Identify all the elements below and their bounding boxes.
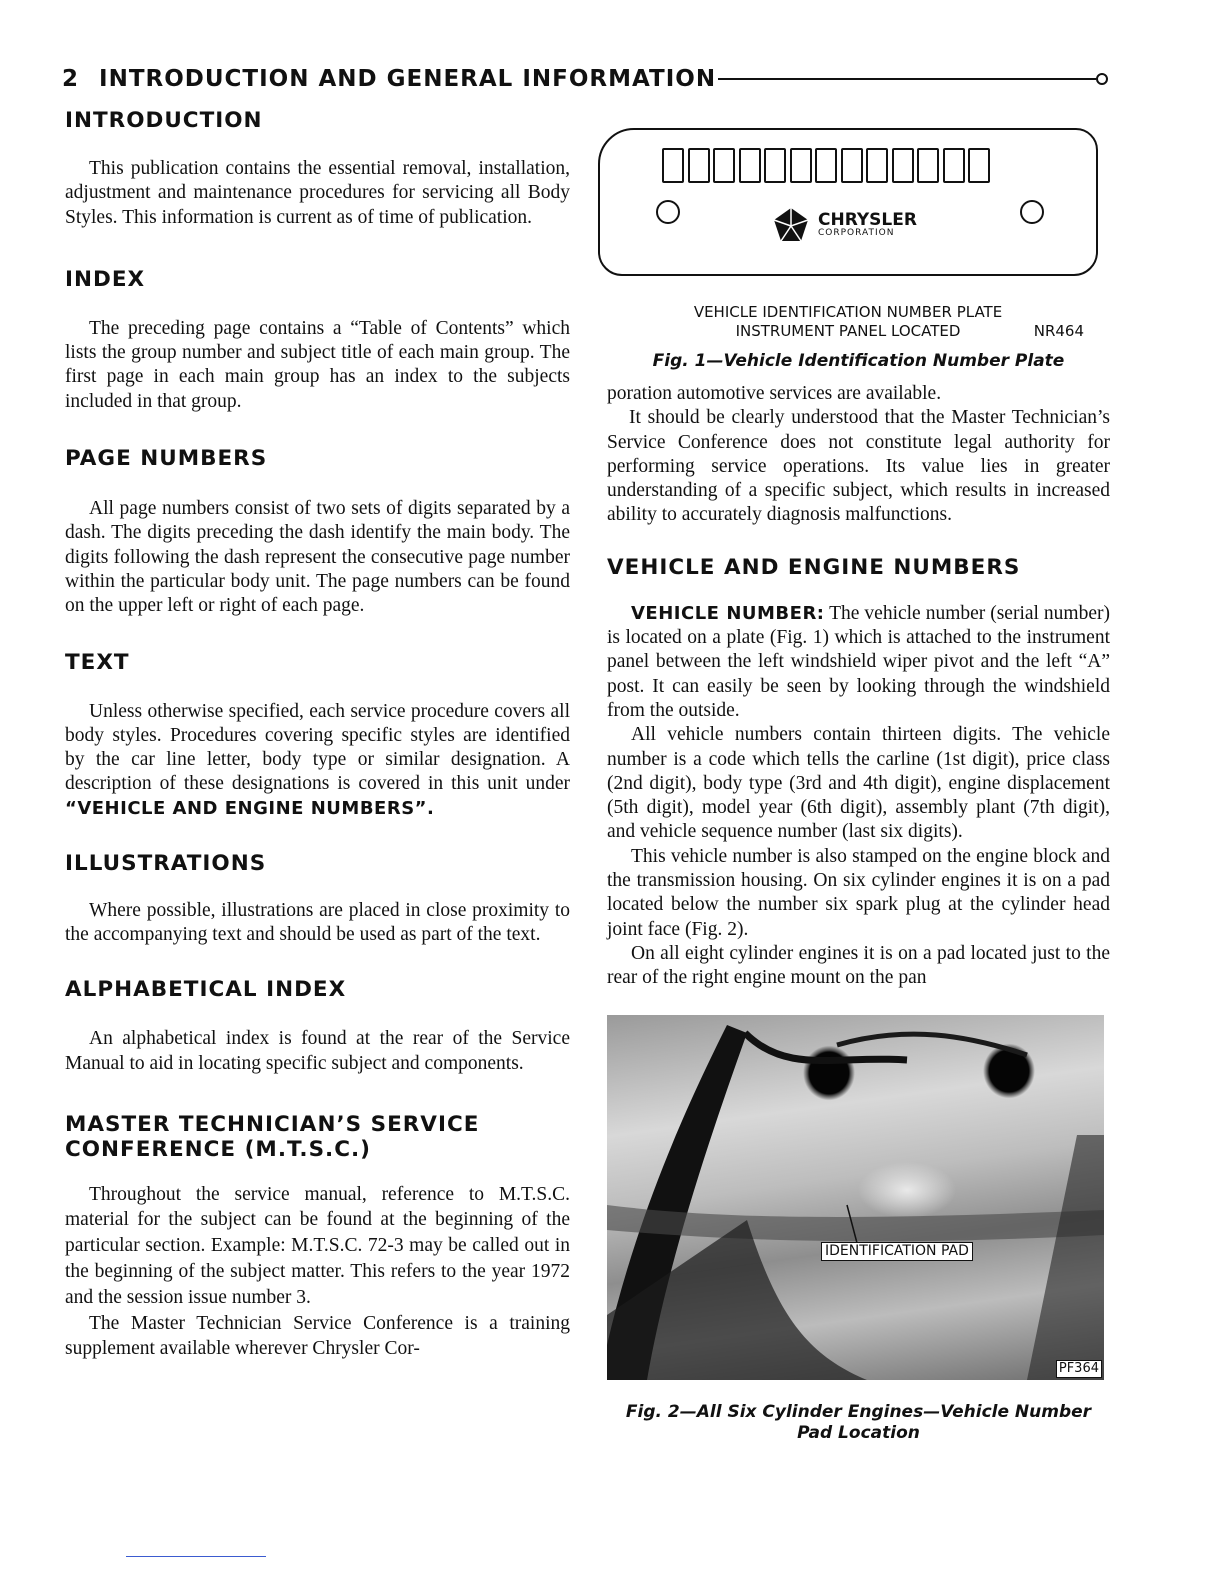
heading-introduction: INTRODUCTION bbox=[65, 108, 263, 133]
figure1-code: NR464 bbox=[1033, 322, 1084, 340]
mtsc-text-2: The Master Technician Service Conference is a training supplement available wherever Chrysler Cor- bbox=[65, 1312, 570, 1360]
figure2-title-line1: Fig. 2—All Six Cylinder Engines—Vehicle Number bbox=[625, 1401, 1092, 1422]
plate-caption-line2: INSTRUMENT PANEL LOCATED bbox=[735, 322, 961, 340]
section-introduction bbox=[65, 108, 570, 230]
section-alphabetical-index bbox=[65, 977, 570, 1077]
heading-index: INDEX bbox=[65, 266, 146, 292]
logo-brand: CHRYSLER bbox=[818, 210, 917, 230]
mounting-hole-right bbox=[1020, 200, 1044, 224]
header-ring-ornament bbox=[1096, 73, 1108, 85]
heading-mtsc-line2: CONFERENCE (M.T.S.C.) bbox=[65, 1136, 371, 1162]
mtsc-text-1: Throughout the service manual, reference to M.T.S.C. material for the subject can be found at the beginning of the particular section. Example: M.T.S.C. 72-3 may be called out in the beginning of the subject matter. This refers to the year 1972 and the session issue number 3. bbox=[65, 1183, 570, 1308]
vehicle-number-text: The vehicle number (serial number) is located on a plate (Fig. 1) which is attached to the instrument panel between the left windshield wiper pivot and the left “A” post. It can easily be seen by looking through the windshield from the outside. bbox=[607, 602, 1110, 721]
vin-digit-box bbox=[917, 148, 939, 183]
vin-digit-box bbox=[892, 148, 914, 183]
heading-vehicle-engine-numbers: VEHICLE AND ENGINE NUMBERS bbox=[607, 554, 1021, 580]
header-rule bbox=[718, 78, 1096, 80]
vehicle-number-runin: VEHICLE NUMBER: bbox=[631, 602, 825, 624]
page-numbers-text: All page numbers consist of two sets of digits separated by a dash. The digits preceding the dash identify the main body. The digits following the dash represent the consecutive page number within the particular body unit. The page numbers can be found on the upper left or right of each page. bbox=[65, 498, 570, 617]
vin-digit-box bbox=[764, 148, 786, 183]
vin-digit-box bbox=[866, 148, 888, 183]
vin-digit-box bbox=[968, 148, 990, 183]
heading-text: TEXT bbox=[65, 649, 130, 675]
plate-caption-line1: VEHICLE IDENTIFICATION NUMBER PLATE bbox=[693, 303, 1003, 321]
vin-digit-box bbox=[790, 148, 812, 183]
figure2-title-line2: Pad Location bbox=[797, 1422, 920, 1443]
section-text bbox=[65, 650, 570, 821]
vin-plate-illustration bbox=[598, 128, 1098, 276]
vin-digit-box bbox=[815, 148, 837, 183]
figure-1 bbox=[607, 128, 1110, 372]
vin-digit-box bbox=[688, 148, 710, 183]
figure-2 bbox=[607, 1015, 1110, 1444]
vin-digit-boxes bbox=[662, 148, 990, 183]
footer-rule bbox=[126, 1556, 266, 1557]
index-text: The preceding page contains a “Table of Contents” which lists the group number and subject title of each main group. The first page in each main group has an index to the subjects included in that group. bbox=[65, 317, 570, 412]
vin-digit-box bbox=[943, 148, 965, 183]
mtsc-legal-text: It should be clearly understood that the Master Technician’s Service Conference does not constitute legal authority for performing service operations. Its value lies in greater understanding of a specific subject, which results in increased ability to accurately diagnosis malfunctions. bbox=[607, 407, 1110, 526]
text-section-text bbox=[65, 700, 570, 821]
vehicle-number-digits-text: All vehicle numbers contain thirteen digits. The vehicle number is a code which tells the carline (1st digit), price class (2nd digit), body type (3rd and 4th digit), engine displacement (5th digit), model year (6th digit), assembly plant (7th digit), and vehicle sequence number (last six digits). bbox=[607, 724, 1110, 843]
text-section-body: Unless otherwise specified, each service procedure covers all body styles. Procedures covering specific styles are identified by the car line letter, body type or similar designation. A description of these designations is covered in this unit under bbox=[65, 700, 570, 795]
pentastar-icon bbox=[772, 206, 810, 244]
running-title: INTRODUCTION AND GENERAL INFORMATION bbox=[99, 66, 717, 92]
alphabetical-index-text: An alphabetical index is found at the rear of the Service Manual to aid in locating specific subject and components. bbox=[65, 1027, 570, 1075]
chrysler-logo bbox=[772, 206, 917, 244]
illustrations-text: Where possible, illustrations are placed in close proximity to the accompanying text and should be used as part of the text. bbox=[65, 900, 570, 946]
heading-page-numbers: PAGE NUMBERS bbox=[65, 446, 268, 472]
page-header bbox=[62, 62, 1108, 96]
section-vehicle-engine-numbers bbox=[607, 555, 1110, 991]
plate-caption bbox=[598, 303, 1098, 341]
logo-wordmark bbox=[818, 212, 917, 238]
section-page-numbers bbox=[65, 446, 570, 618]
vin-digit-box bbox=[713, 148, 735, 183]
mounting-hole-left bbox=[656, 200, 680, 224]
engine-block-text: This vehicle number is also stamped on the engine block and the transmission housing. On six cylinder engines it is on a pad located below the number six spark plug at the cylinder head joint face (Fig. 2). bbox=[607, 845, 1110, 940]
section-index bbox=[65, 267, 570, 414]
figure2-title bbox=[607, 1402, 1110, 1444]
text-section-reference: “VEHICLE AND ENGINE NUMBERS”. bbox=[65, 797, 435, 819]
left-column bbox=[65, 108, 570, 1362]
vin-digit-box bbox=[662, 148, 684, 183]
identification-pad-label: IDENTIFICATION PAD bbox=[821, 1242, 973, 1261]
logo-brand-sub: CORPORATION bbox=[818, 228, 895, 238]
section-illustrations bbox=[65, 851, 570, 948]
heading-mtsc-line1: MASTER TECHNICIAN’S SERVICE bbox=[65, 1111, 480, 1137]
vin-digit-box bbox=[841, 148, 863, 183]
heading-illustrations: ILLUSTRATIONS bbox=[65, 851, 267, 877]
continuation-text: poration automotive services are available. bbox=[607, 383, 942, 404]
heading-alphabetical-index: ALPHABETICAL INDEX bbox=[65, 976, 347, 1002]
vin-digit-box bbox=[739, 148, 761, 183]
page-number: 2 bbox=[62, 66, 80, 92]
vehicle-number-para bbox=[607, 602, 1110, 723]
eight-cylinder-text: On all eight cylinder engines it is on a pad located just to the rear of the right engine mount on the pan bbox=[607, 942, 1110, 989]
engine-photo-shading bbox=[607, 1015, 1104, 1380]
section-mtsc bbox=[65, 1112, 570, 1363]
engine-photo bbox=[607, 1015, 1104, 1380]
figure1-title: Fig. 1—Vehicle Identification Number Plate bbox=[652, 351, 1065, 371]
introduction-text: This publication contains the essential removal, installation, adjustment and maintenance procedures for servicing all Body Styles. This information is current as of time of publication. bbox=[65, 158, 570, 228]
figure2-code: PF364 bbox=[1056, 1360, 1102, 1378]
right-column bbox=[607, 128, 1110, 1444]
